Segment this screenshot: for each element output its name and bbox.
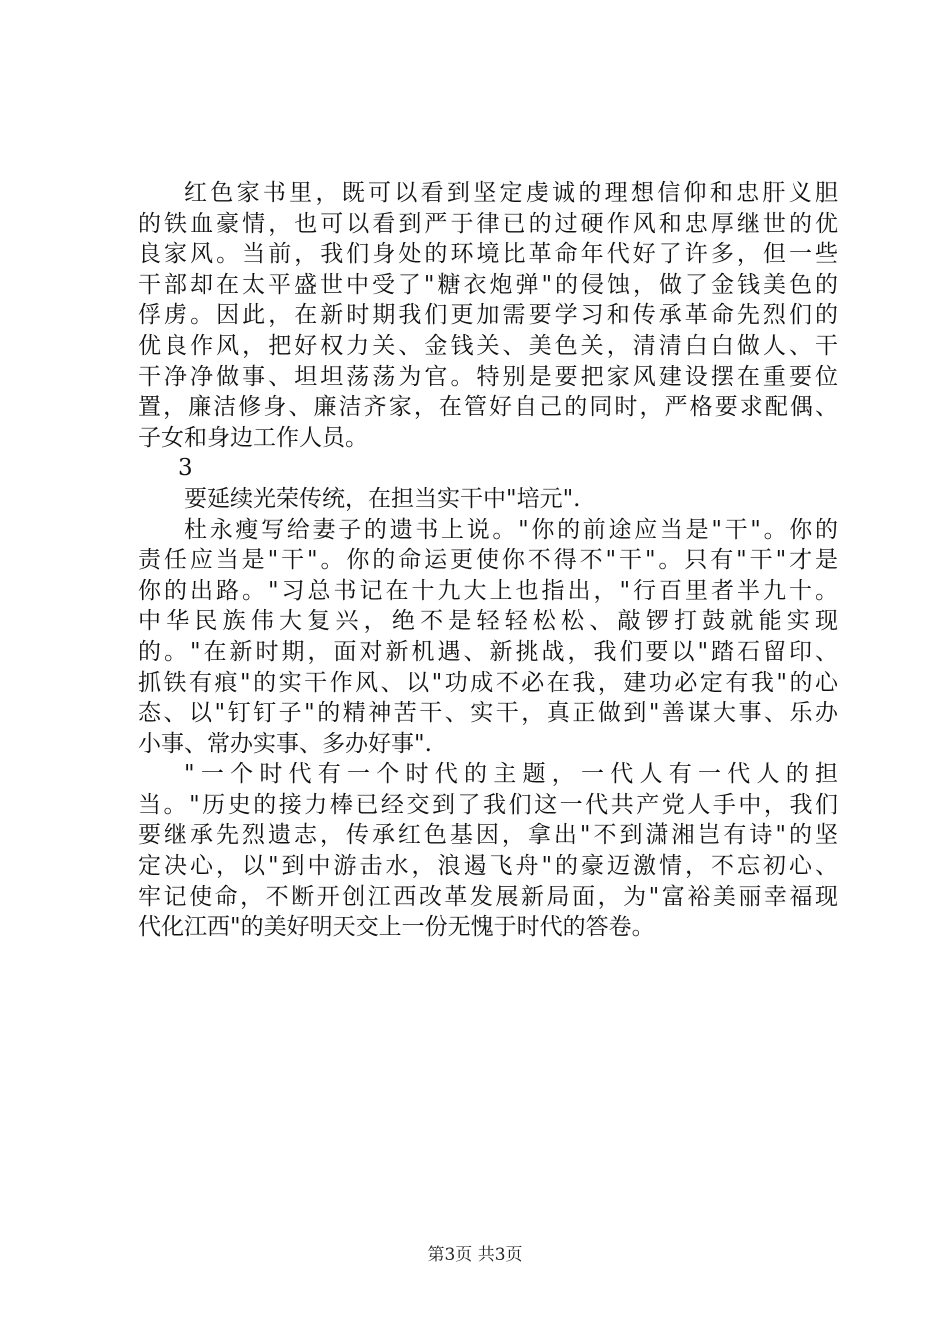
paragraph-2-line-2: 责任应当是"干"。你的命运更使你不得不"干"。只有"干"才是	[138, 547, 838, 574]
paragraph-3-line-1: "一个时代有一个时代的主题，一代人有一代人的担	[184, 761, 838, 788]
paragraph-1-line-4: 干部却在太平盛世中受了"糖衣炮弹"的侵蚀，做了金钱美色的	[138, 271, 838, 298]
paragraph-1-line-1: 红色家书里，既可以看到坚定虔诚的理想信仰和忠肝义胆	[184, 180, 838, 206]
paragraph-1-line-2: 的铁血豪情，也可以看到严于律已的过硬作风和忠厚继世的优	[138, 210, 838, 237]
paragraph-3-line-6: 代化江西"的美好明天交上一份无愧于时代的答卷。	[138, 914, 655, 941]
section-number: 3	[178, 455, 193, 482]
paragraph-1-line-8: 置，廉洁修身、廉洁齐家，在管好自己的同时，严格要求配偶、	[138, 394, 838, 421]
paragraph-1-line-7: 干净净做事、坦坦荡荡为官。特别是要把家风建设摆在重要位	[138, 363, 838, 390]
paragraph-3-line-2: 当。"历史的接力棒已经交到了我们这一代共产党人手中，我们	[138, 791, 838, 818]
paragraph-2-line-4: 中华民族伟大复兴，绝不是轻轻松松、敲锣打鼓就能实现	[138, 608, 838, 635]
document-body	[138, 178, 838, 943]
paragraph-2-line-8: 小事、常办实事、多办好事".	[138, 730, 432, 757]
paragraph-1-line-5: 俘虏。因此，在新时期我们更加需要学习和传承革命先烈们的	[138, 302, 838, 329]
paragraph-1-line-6: 优良作风，把好权力关、金钱关、美色关，清清白白做人、干	[138, 332, 838, 359]
paragraph-2-line-6: 抓铁有痕"的实干作风、以"功成不必在我，建功必定有我"的心	[138, 669, 838, 696]
page-footer: 第3页 共3页	[427, 1245, 523, 1265]
paragraph-1-line-9: 子女和身边工作人员。	[138, 424, 368, 451]
paragraph-3-line-5: 牢记使命，不断开创江西改革发展新局面，为"富裕美丽幸福现	[138, 883, 838, 910]
paragraph-2-line-3: 你的出路。"习总书记在十九大上也指出，"行百里者半九十。	[138, 577, 838, 604]
section-heading: 要延续光荣传统，在担当实干中"培元".	[184, 485, 581, 512]
paragraph-3-line-3: 要继承先烈遗志，传承红色基因，拿出"不到潇湘岂有诗"的坚	[138, 822, 838, 849]
paragraph-1-line-3: 良家风。当前，我们身处的环境比革命年代好了许多，但一些	[138, 241, 838, 268]
paragraph-3-line-4: 定决心，以"到中游击水，浪遏飞舟"的豪迈激情，不忘初心、	[138, 853, 838, 880]
paragraph-2-line-1: 杜永瘦写给妻子的遗书上说。"你的前途应当是"干"。你的	[184, 516, 838, 543]
paragraph-2-line-7: 态、以"钉钉子"的精神苦干、实干，真正做到"善谋大事、乐办	[138, 700, 838, 727]
paragraph-2-line-5: 的。"在新时期，面对新机遇、新挑战，我们要以"踏石留印、	[138, 638, 838, 665]
